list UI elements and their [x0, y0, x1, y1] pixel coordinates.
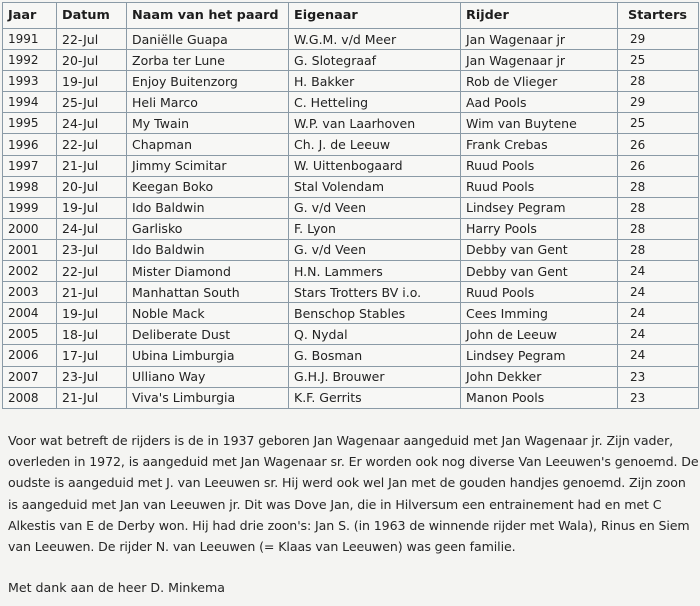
cell-datum: 22-Jul	[57, 134, 127, 155]
table-row	[3, 134, 699, 155]
cell-paard: Jimmy Scimitar	[127, 155, 289, 176]
cell-jaar: 2006	[3, 345, 57, 366]
cell-starters: 28	[618, 71, 699, 92]
header-naam-paard: Naam van het paard	[127, 3, 289, 29]
cell-starters: 26	[618, 134, 699, 155]
cell-jaar: 1999	[3, 197, 57, 218]
cell-jaar: 2007	[3, 366, 57, 387]
table-row	[3, 50, 699, 71]
cell-eigenaar: Benschop Stables	[289, 303, 461, 324]
table-row	[3, 155, 699, 176]
cell-starters: 24	[618, 282, 699, 303]
notes-paragraph	[8, 430, 699, 557]
cell-paard: Ulliano Way	[127, 366, 289, 387]
winners-table-container	[2, 2, 698, 409]
cell-jaar: 1994	[3, 92, 57, 113]
paragraph-line: is aangeduid met Jan van Leeuwen jr. Dit was Dove Jan, die in Hilversum een entrainement had en met C	[8, 496, 662, 512]
cell-eigenaar: G.H.J. Brouwer	[289, 366, 461, 387]
cell-starters: 28	[618, 239, 699, 260]
table-row	[3, 366, 699, 387]
cell-starters: 25	[618, 50, 699, 71]
cell-datum: 19-Jul	[57, 71, 127, 92]
cell-datum: 22-Jul	[57, 29, 127, 50]
cell-rijder: Jan Wagenaar jr	[461, 50, 618, 71]
header-datum: Datum	[57, 3, 127, 29]
cell-datum: 20-Jul	[57, 176, 127, 197]
cell-starters: 26	[618, 155, 699, 176]
cell-datum: 18-Jul	[57, 324, 127, 345]
table-row	[3, 282, 699, 303]
header-eigenaar: Eigenaar	[289, 3, 461, 29]
cell-starters: 24	[618, 261, 699, 282]
cell-paard: Ubina Limburgia	[127, 345, 289, 366]
table-row	[3, 303, 699, 324]
cell-starters: 24	[618, 324, 699, 345]
cell-rijder: Lindsey Pegram	[461, 345, 618, 366]
cell-rijder: Aad Pools	[461, 92, 618, 113]
acknowledgement-text: Met dank aan de heer D. Minkema	[8, 580, 225, 595]
cell-jaar: 2005	[3, 324, 57, 345]
cell-datum: 24-Jul	[57, 218, 127, 239]
cell-rijder: Rob de Vlieger	[461, 71, 618, 92]
cell-jaar: 2003	[3, 282, 57, 303]
cell-rijder: John Dekker	[461, 366, 618, 387]
cell-paard: My Twain	[127, 113, 289, 134]
cell-rijder: Wim van Buytene	[461, 113, 618, 134]
cell-datum: 24-Jul	[57, 113, 127, 134]
cell-datum: 23-Jul	[57, 239, 127, 260]
cell-datum: 25-Jul	[57, 92, 127, 113]
cell-jaar: 1993	[3, 71, 57, 92]
cell-jaar: 2001	[3, 239, 57, 260]
cell-eigenaar: G. v/d Veen	[289, 197, 461, 218]
cell-eigenaar: C. Hetteling	[289, 92, 461, 113]
cell-eigenaar: Stal Volendam	[289, 176, 461, 197]
cell-starters: 28	[618, 176, 699, 197]
cell-datum: 21-Jul	[57, 155, 127, 176]
cell-jaar: 1991	[3, 29, 57, 50]
table-header-row	[3, 3, 699, 29]
cell-paard: Viva's Limburgia	[127, 387, 289, 408]
cell-rijder: John de Leeuw	[461, 324, 618, 345]
table-row	[3, 218, 699, 239]
cell-paard: Daniëlle Guapa	[127, 29, 289, 50]
cell-eigenaar: F. Lyon	[289, 218, 461, 239]
cell-eigenaar: H. Bakker	[289, 71, 461, 92]
cell-datum: 21-Jul	[57, 387, 127, 408]
cell-eigenaar: G. v/d Veen	[289, 239, 461, 260]
paragraph-line: Voor wat betreft de rijders is de in 1937 geboren Jan Wagenaar aangeduid met Jan Wagenaar jr. Zijn vader,	[8, 433, 674, 448]
cell-datum: 21-Jul	[57, 282, 127, 303]
cell-jaar: 1998	[3, 176, 57, 197]
cell-datum: 23-Jul	[57, 366, 127, 387]
cell-rijder: Cees Imming	[461, 303, 618, 324]
cell-rijder: Lindsey Pegram	[461, 197, 618, 218]
cell-starters: 23	[618, 387, 699, 408]
cell-paard: Zorba ter Lune	[127, 50, 289, 71]
table-row	[3, 387, 699, 408]
table-row	[3, 239, 699, 260]
cell-eigenaar: K.F. Gerrits	[289, 387, 461, 408]
paragraph-line: overleden in 1972, is aangeduid met Jan Wagenaar sr. Er worden ook nog diverse Van Leeuwen's genoemd. De	[8, 454, 699, 470]
cell-datum: 17-Jul	[57, 345, 127, 366]
cell-jaar: 2000	[3, 218, 57, 239]
cell-jaar: 2002	[3, 261, 57, 282]
table-row	[3, 176, 699, 197]
paragraph-line: van Leeuwen. De rijder N. van Leeuwen (= Klaas van Leeuwen) was geen familie.	[8, 539, 516, 555]
table-row	[3, 71, 699, 92]
cell-datum: 19-Jul	[57, 303, 127, 324]
table-row	[3, 324, 699, 345]
cell-paard: Ido Baldwin	[127, 197, 289, 218]
cell-paard: Noble Mack	[127, 303, 289, 324]
header-jaar: Jaar	[3, 3, 57, 29]
cell-datum: 22-Jul	[57, 261, 127, 282]
cell-starters: 25	[618, 113, 699, 134]
cell-paard: Enjoy Buitenzorg	[127, 71, 289, 92]
cell-paard: Manhattan South	[127, 282, 289, 303]
cell-eigenaar: Stars Trotters BV i.o.	[289, 282, 461, 303]
cell-jaar: 1997	[3, 155, 57, 176]
cell-paard: Garlisko	[127, 218, 289, 239]
cell-jaar: 1995	[3, 113, 57, 134]
cell-datum: 20-Jul	[57, 50, 127, 71]
header-rijder: Rijder	[461, 3, 618, 29]
cell-starters: 29	[618, 92, 699, 113]
cell-rijder: Ruud Pools	[461, 282, 618, 303]
cell-jaar: 1992	[3, 50, 57, 71]
cell-rijder: Jan Wagenaar jr	[461, 29, 618, 50]
cell-jaar: 2004	[3, 303, 57, 324]
cell-paard: Keegan Boko	[127, 176, 289, 197]
cell-eigenaar: G. Bosman	[289, 345, 461, 366]
table-row	[3, 113, 699, 134]
cell-eigenaar: Ch. J. de Leeuw	[289, 134, 461, 155]
cell-paard: Mister Diamond	[127, 261, 289, 282]
cell-rijder: Ruud Pools	[461, 176, 618, 197]
cell-starters: 28	[618, 218, 699, 239]
cell-datum: 19-Jul	[57, 197, 127, 218]
cell-rijder: Debby van Gent	[461, 239, 618, 260]
cell-jaar: 1996	[3, 134, 57, 155]
cell-paard: Heli Marco	[127, 92, 289, 113]
cell-eigenaar: Q. Nydal	[289, 324, 461, 345]
table-body	[3, 29, 699, 409]
cell-starters: 29	[618, 29, 699, 50]
cell-paard: Deliberate Dust	[127, 324, 289, 345]
cell-eigenaar: G. Slotegraaf	[289, 50, 461, 71]
cell-starters: 24	[618, 345, 699, 366]
cell-rijder: Manon Pools	[461, 387, 618, 408]
table-row	[3, 345, 699, 366]
table-row	[3, 92, 699, 113]
table-row	[3, 29, 699, 50]
table-row	[3, 261, 699, 282]
table-row	[3, 197, 699, 218]
cell-starters: 28	[618, 197, 699, 218]
cell-starters: 23	[618, 366, 699, 387]
header-starters: Starters	[618, 3, 699, 29]
cell-jaar: 2008	[3, 387, 57, 408]
paragraph-line: oudste is aangeduid met J. van Leeuwen sr. Hij werd ook wel Jan met de gouden handjes genoemd. Zijn zoon	[8, 475, 686, 491]
paragraph-line: Alkestis van E de Derby won. Hij had drie zoon's: Jan S. (in 1963 de winnende rijder met Wala), Rinus en Siem	[8, 517, 690, 533]
cell-rijder: Harry Pools	[461, 218, 618, 239]
cell-eigenaar: W. Uittenbogaard	[289, 155, 461, 176]
cell-paard: Ido Baldwin	[127, 239, 289, 260]
cell-eigenaar: W.P. van Laarhoven	[289, 113, 461, 134]
cell-paard: Chapman	[127, 134, 289, 155]
cell-eigenaar: H.N. Lammers	[289, 261, 461, 282]
cell-rijder: Frank Crebas	[461, 134, 618, 155]
cell-rijder: Ruud Pools	[461, 155, 618, 176]
cell-starters: 24	[618, 303, 699, 324]
cell-eigenaar: W.G.M. v/d Meer	[289, 29, 461, 50]
cell-rijder: Debby van Gent	[461, 261, 618, 282]
winners-table	[2, 2, 699, 409]
